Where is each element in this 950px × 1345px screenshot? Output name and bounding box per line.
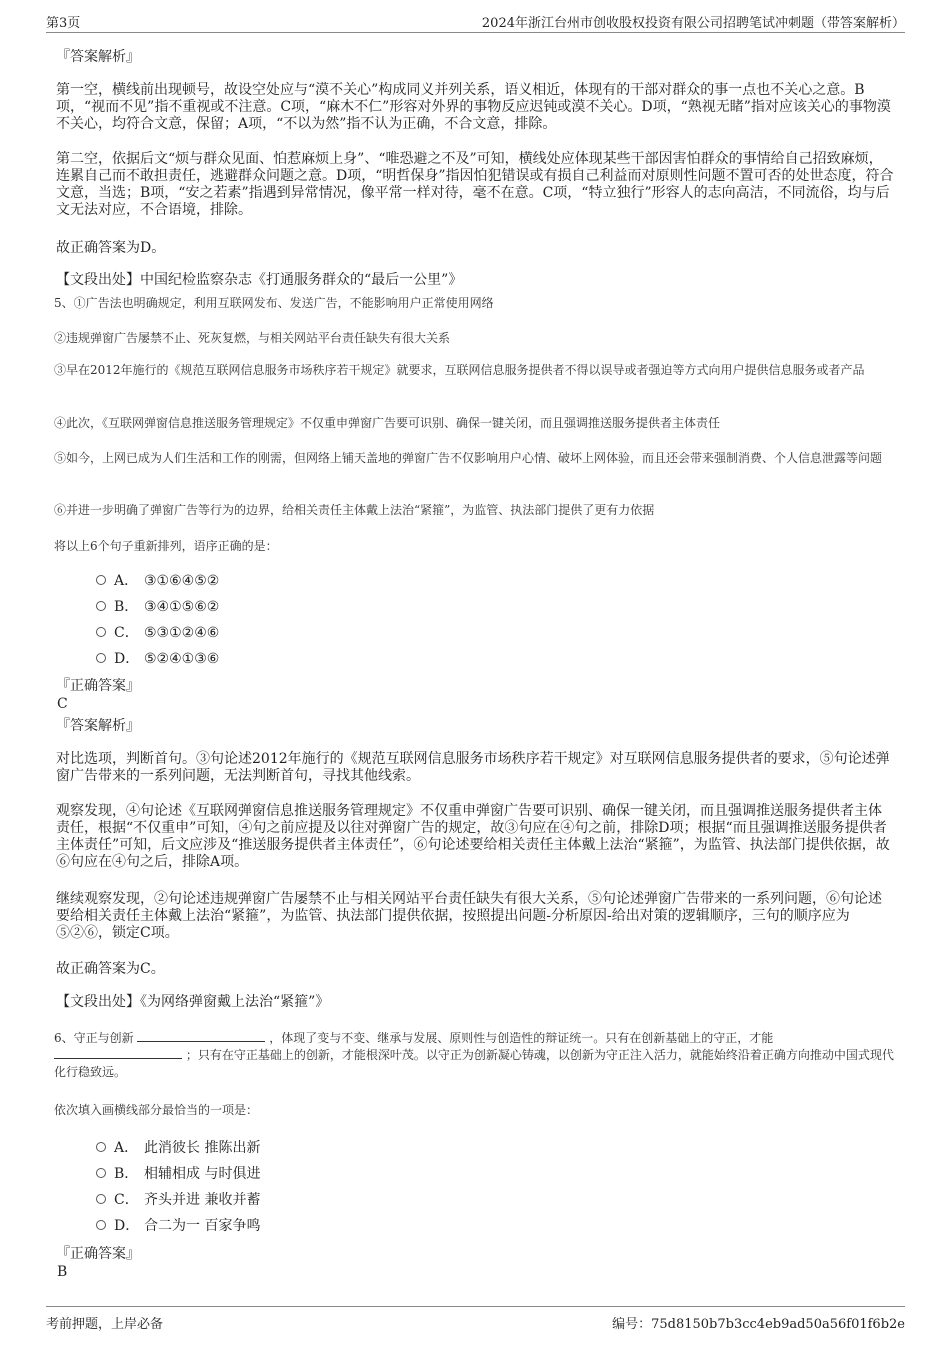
q6-option-a[interactable]: A． 此消彼长 推陈出新: [96, 1139, 260, 1157]
q5-source: 【文段出处】《为网络弹窗戴上法治“紧箍”》: [56, 994, 330, 1010]
page-number: 第3页: [46, 16, 81, 31]
fill-blank-2: [54, 1047, 182, 1059]
analysis-conclusion: 故正确答案为D。: [56, 240, 166, 256]
footer-slogan: 考前押题，上岸必备: [46, 1317, 164, 1332]
q5-conclusion: 故正确答案为C。: [56, 961, 165, 977]
q6-answer-label: 『正确答案』: [56, 1246, 140, 1262]
q6-option-d[interactable]: D． 合二为一 百家争鸣: [96, 1217, 260, 1235]
q6-stem: 6、守正与创新 ，体现了变与不变、继承与发展、原则性与创造性的辩证统一。只有在创新基础上的守正，才能 ；只有在守正基础上的创新，才能根深叶茂。以守正为创新凝心铸魂，以创新为守正注入活力，就能始终沿着正确方向推动中国式现代化行稳致远。: [54, 1031, 894, 1079]
document-title: 2024年浙江台州市创收股权投资有限公司招聘笔试冲刺题（带答案解析）: [481, 16, 905, 31]
q5-answer-label: 『正确答案』: [56, 678, 140, 694]
analysis-paragraph-2: 第二空，依据后文“烦与群众见面、怕惹麻烦上身”、“唯恐避之不及”可知，横线处应体现某些干部因害怕群众的事情给自己招致麻烦，连累自己而不敢担责任，逃避群众问题之意。D项，“明哲保身”指因怕犯错误或有损自己利益而对原则性问题不置可否的处世态度，符合文意，当选；B项，“安之若素”指遇到异常情况，像平常一样对待，毫不在意。C项，“特立独行”形容人的志向高洁，不同流俗，均与后文无法对应，不合语境，排除。: [56, 151, 894, 218]
q6-prompt: 依次填入画横线部分最恰当的一项是：: [54, 1103, 259, 1117]
document-id: 编号：75d8150b7b3cc4eb9ad50a56f01f6b2e: [612, 1317, 905, 1332]
q5-sentence-3: ③早在2012年施行的《规范互联网信息服务市场秩序若干规定》就要求，互联网信息服务提供者不得以误导或者强迫等方式向用户提供信息服务或者产品: [54, 363, 865, 377]
page-header: [46, 12, 905, 33]
radio-icon[interactable]: [96, 1168, 106, 1178]
page-footer: [46, 1306, 905, 1332]
radio-icon[interactable]: [96, 575, 106, 585]
q5-answer: C: [57, 696, 68, 712]
analysis-label: 『答案解析』: [56, 49, 140, 65]
q5-prompt: 将以上6个句子重新排列，语序正确的是：: [54, 539, 278, 553]
q5-option-a[interactable]: A． ③①⑥④⑤②: [96, 572, 219, 590]
q6-answer: B: [57, 1264, 68, 1280]
radio-icon[interactable]: [96, 1194, 106, 1204]
radio-icon[interactable]: [96, 627, 106, 637]
q6-option-b[interactable]: B． 相辅相成 与时俱进: [96, 1165, 260, 1183]
fill-blank-1: [137, 1030, 265, 1042]
q5-sentence-2: ②违规弹窗广告屡禁不止、死灰复燃，与相关网站平台责任缺失有很大关系: [54, 331, 451, 345]
q5-analysis-label: 『答案解析』: [56, 718, 140, 734]
analysis-paragraph-1: 第一空，横线前出现顿号，故设空处应与“漠不关心”构成同义并列关系，语义相近，体现有的干部对群众的事一点也不关心之意。B项，“视而不见”指不重视或不注意。C项，“麻木不仁”形容对外界的事物反应迟钝或漠不关心。D项，“熟视无睹”指对应该关心的事物漠不关心，均符合文意，保留；A项，“不以为然”指不认为正确，不合文意，排除。: [56, 82, 891, 132]
radio-icon[interactable]: [96, 653, 106, 663]
q5-sentence-5: ⑤如今，上网已成为人们生活和工作的刚需，但网络上铺天盖地的弹窗广告不仅影响用户心情、破坏上网体验，而且还会带来强制消费、个人信息泄露等问题: [54, 451, 883, 465]
q5-sentence-6: ⑥并进一步明确了弹窗广告等行为的边界，给相关责任主体戴上法治“紧箍”，为监管、执法部门提供了更有力依据: [54, 503, 655, 517]
q6-option-c[interactable]: C． 齐头并进 兼收并蓄: [96, 1191, 260, 1209]
q5-option-b[interactable]: B． ③④①⑤⑥②: [96, 598, 219, 616]
q5-sentence-1: 5、①广告法也明确规定，利用互联网发布、发送广告，不能影响用户正常使用网络: [54, 296, 494, 310]
radio-icon[interactable]: [96, 1220, 106, 1230]
radio-icon[interactable]: [96, 601, 106, 611]
q5-analysis-2: 观察发现，④句论述《互联网弹窗信息推送服务管理规定》不仅重申弹窗广告要可识别、确保一键关闭，而且强调推送服务提供者主体责任，根据“不仅重申”可知，④句之前应提及以往对弹窗广告的规定，故③句应在④句之前，排除D项；根据“而且强调推送服务提供者主体责任”可知，后文应涉及“推送服务提供者主体责任”，⑥句论述要给相关责任主体戴上法治“紧箍”，为监管、执法部门提供依据，故⑥句应在④句之后，排除A项。: [56, 803, 890, 870]
q5-option-d[interactable]: D． ⑤②④①③⑥: [96, 650, 219, 668]
q5-sentence-4: ④此次，《互联网弹窗信息推送服务管理规定》不仅重申弹窗广告要可识别、确保一键关闭，而且强调推送服务提供者主体责任: [54, 416, 721, 430]
radio-icon[interactable]: [96, 1142, 106, 1152]
q5-analysis-1: 对比选项，判断首句。③句论述2012年施行的《规范互联网信息服务市场秩序若干规定》对互联网信息服务提供者的要求，⑤句论述弹窗广告带来的一系列问题，无法判断首句，寻找其他线索。: [56, 751, 890, 784]
passage-source: 【文段出处】中国纪检监察杂志《打通服务群众的“最后一公里”》: [56, 272, 463, 288]
q5-analysis-3: 继续观察发现，②句论述违规弹窗广告屡禁不止与相关网站平台责任缺失有很大关系，⑤句论述弹窗广告带来的一系列问题，⑥句论述要给相关责任主体戴上法治“紧箍”，为监管、执法部门提供依据，按照提出问题-分析原因-给出对策的逻辑顺序，三句的顺序应为⑤②⑥，锁定C项。: [56, 891, 882, 941]
q5-option-c[interactable]: C． ⑤③①②④⑥: [96, 624, 219, 642]
